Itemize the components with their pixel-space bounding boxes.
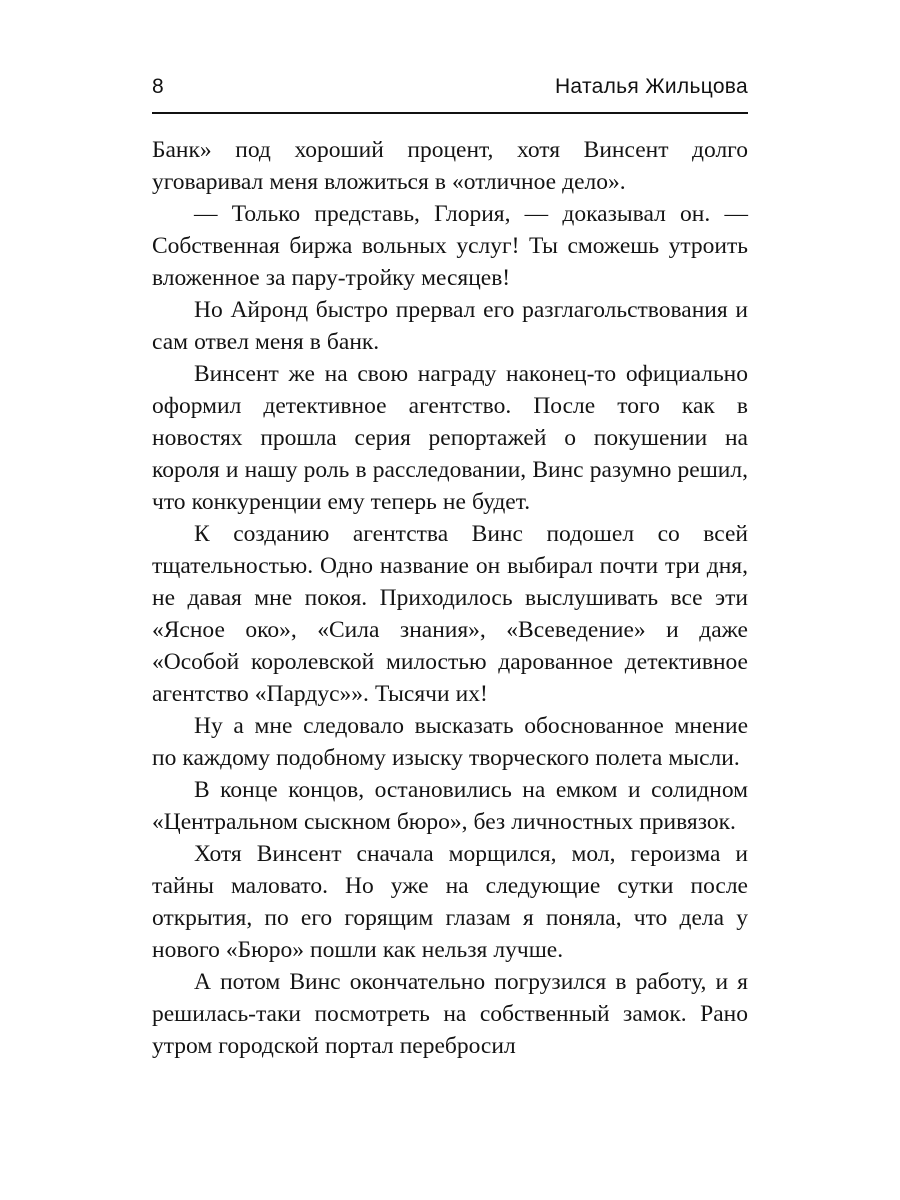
paragraph: К созданию агентства Винс подошел со всей тщательностью. Одно название он выбирал почти три дня, не давая мне покоя. Приходилось выслушивать все эти «Ясное око», «Сила знания», «Всеведение» и даже «Особой королевской милостью дарованное детективное агентство «Пардус»». Тысячи их! <box>152 521 748 707</box>
paragraph: Хотя Винсент сначала морщился, мол, героизма и тайны маловато. Но уже на следующие сутки после открытия, по его горящим глазам я поняла, что дела у нового «Бюро» пошли как нельзя лучше. <box>152 841 748 963</box>
paragraph: Винсент же на свою награду наконец-то официально оформил детективное агентство. После того как в новостях прошла серия репортажей о покушении на короля и нашу роль в расследовании, Винс разумно решил, что конкуренции ему теперь не будет. <box>152 361 748 515</box>
paragraph: А потом Винс окончательно погрузился в работу, и я решилась-таки посмотреть на собственный замок. Рано утром городской портал перебросил <box>152 969 748 1059</box>
paragraph: — Только представь, Глория, — доказывал он. — Собственная биржа вольных услуг! Ты сможешь утроить вложенное за пару-тройку месяцев! <box>152 201 748 291</box>
page-number: 8 <box>152 75 164 98</box>
author-name: Наталья Жильцова <box>554 75 748 98</box>
running-head <box>152 74 748 100</box>
paragraph: Но Айронд быстро прервал его разглагольствования и сам отвел меня в банк. <box>152 297 748 355</box>
paragraph: Банк» под хороший процент, хотя Винсент долго уговаривал меня вложиться в «отличное дело». <box>152 137 748 195</box>
paragraph: В конце концов, остановились на емком и солидном «Центральном сыскном бюро», без личностных привязок. <box>152 777 748 835</box>
body-text-column <box>152 134 748 1062</box>
paragraph: Ну а мне следовало высказать обоснованное мнение по каждому подобному изыску творческого полета мысли. <box>152 713 748 771</box>
header-rule-divider <box>152 112 748 114</box>
